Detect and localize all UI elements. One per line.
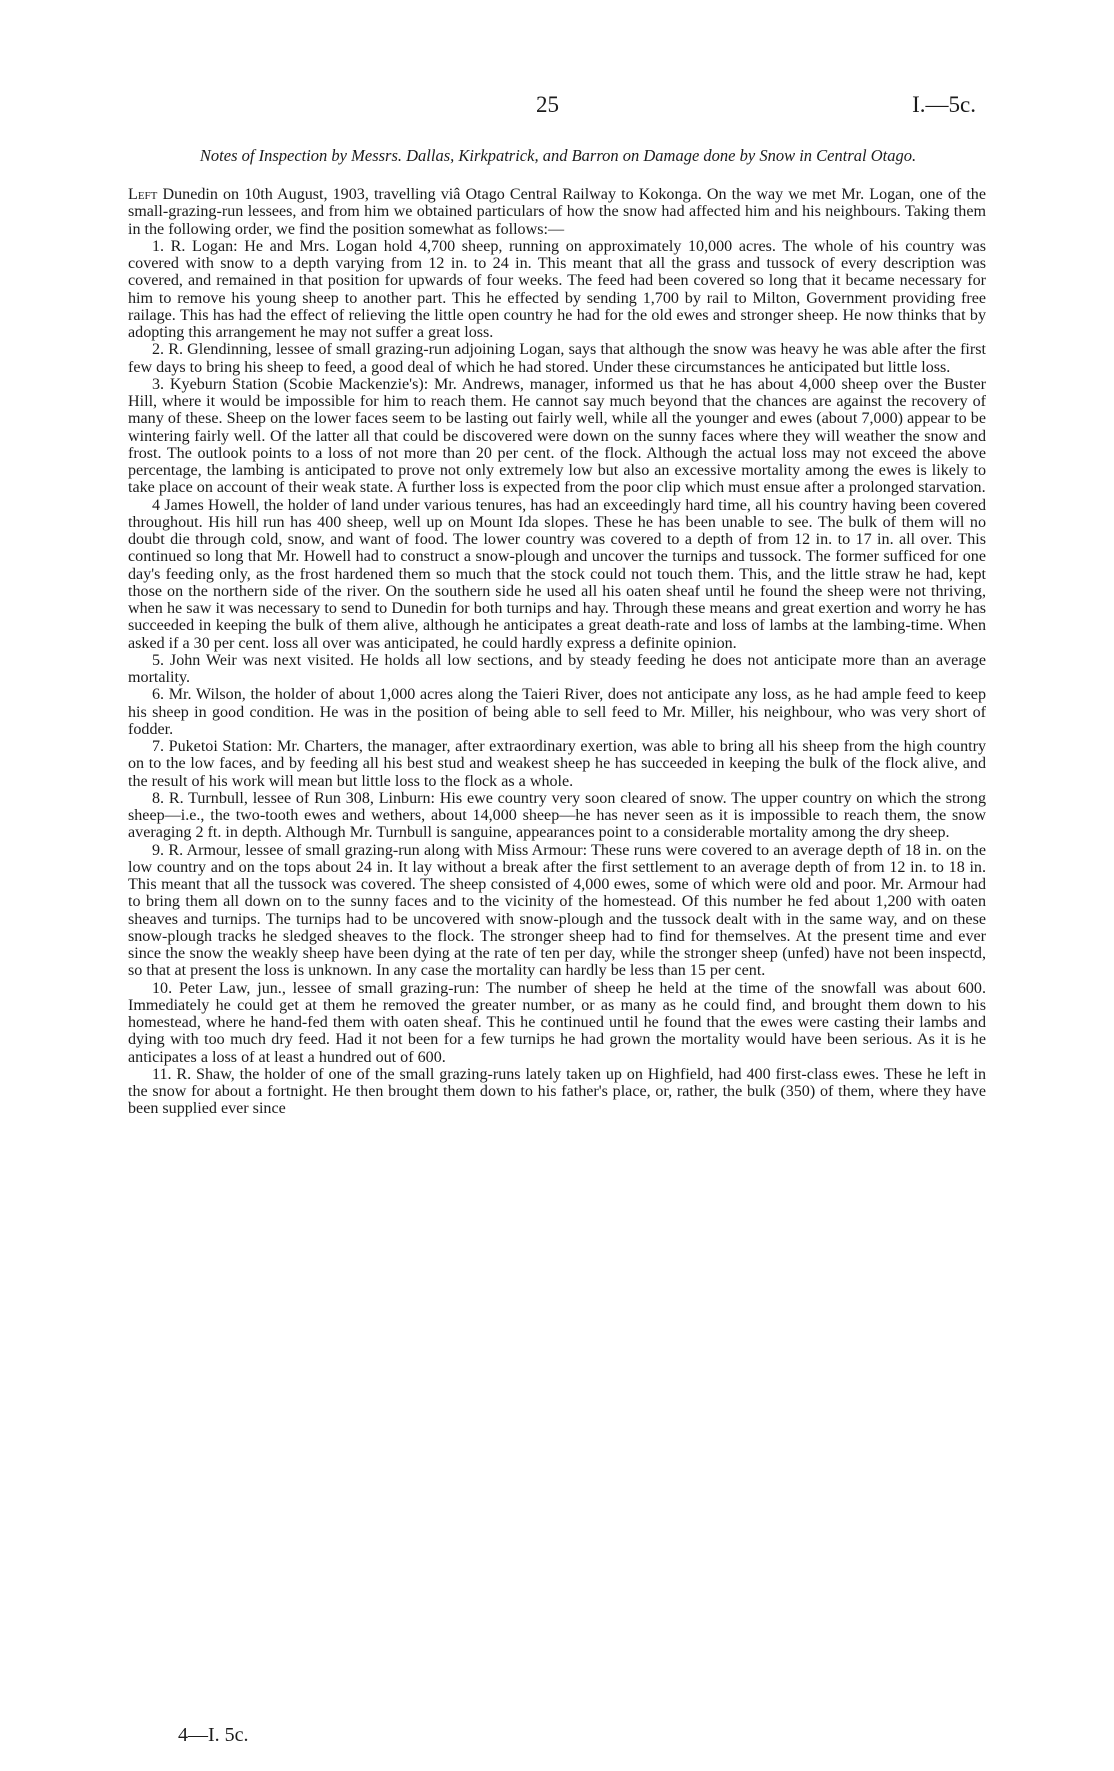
page-code: I.—5c. — [912, 92, 976, 117]
signature-code: 4—I. 5c. — [178, 1724, 249, 1746]
page-header — [0, 92, 1114, 126]
paragraph-turnbull: 8. R. Turnbull, lessee of Run 308, Linburn: His ewe country very soon cleared of snow. The upper country on which the strong sheep—i.e., the two-tooth ewes and wethers, about 14,000 sheep—he has never seen as it is impossible to reach them, the snow averaging 2 ft. in depth. Although Mr. Turnbull is sanguine, appearances point to a considerable mortality among the dry sheep. — [128, 789, 986, 842]
paragraph-wilson: 6. Mr. Wilson, the holder of about 1,000 acres along the Taieri River, does not anticipate any loss, as he had ample feed to keep his sheep in good condition. He was in the position of being able to sell feed to Mr. Miller, his neighbour, who was very short of fodder. — [128, 686, 986, 738]
paragraph-law: 10. Peter Law, jun., lessee of small grazing-run: The number of sheep he held at the time of the snowfall was about 600. Immediately he could get at them he removed the greater number, or as many as he could find, and brought them down to his homestead, where he hand-fed them with oaten sheaf. This he continued until he found that the ewes were casting their lambs and dying with too much dry feed. Had it not been for a few turnips he had grown the mortality would have been serious. As it is he anticipates a loss of at least a hundred out of 600. — [128, 979, 986, 1066]
intro-lead-word: Left — [128, 186, 158, 203]
paragraph-armour: 9. R. Armour, lessee of small grazing-run along with Miss Armour: These runs were covered to an average depth of 18 in. on the low country and on the tops about 24 in. It lay without a break after the first settlement to an average depth of from 12 in. to 18 in. This meant that all the tussock was covered. The sheep consisted of 4,000 ewes, some of which were old and poor. Mr. Armour had to bring them all down on to the sunny faces and to the vicinity of the homestead. Of this number he fed about 1,200 with oaten sheaves and turnips. The turnips had to be uncovered with snow-plough and the tussock dealt with in the same way, and on these snow-plough tracks he sledged sheaves to the flock. The stronger sheep had to find for themselves. At the present time and ever since the snow the weakly sheep have been dying at the rate of ten per day, while the stronger sheep (unfed) have not been inspectd, so that at present the loss is unknown. In any case the mortality can hardly be less than 15 per cent. — [128, 841, 986, 980]
paragraph-howell: 4 James Howell, the holder of land under various tenures, has had an exceedingly hard time, all his country having been covered throughout. His hill run has 400 sheep, well up on Mount Ida slopes. These he has been unable to see. The bulk of them will no doubt die through cold, snow, and want of food. The lower country was covered to a depth of from 12 in. to 17 in. all over. This continued so long that Mr. Howell had to construct a snow-plough and uncover the turnips and tussock. The former sufficed for one day's feeding only, as the frost hardened them so much that the stock could not touch them. This, and the little straw he had, kept those on the northern side of the river. On the southern side he used all his oaten sheaf until he found the sheep were not thriving, when he saw it was necessary to send to Dunedin for both turnips and hay. Through these means and great exertion and worry he has succeeded in keeping the bulk of them alive, although he anticipates a great death-rate and loss of lambs at the lambing-time. When asked if a 30 per cent. loss all over was anticipated, he could hardly express a definite opinion. — [128, 496, 986, 652]
paragraph-puketoi: 7. Puketoi Station: Mr. Charters, the manager, after extraordinary exertion, was able to bring all his sheep from the high country on to the low faces, and by feeding all his best stud and weakest sheep he has succeeded in keeping the bulk of the flock alive, and the result of his work will mean but little loss to the flock as a whole. — [128, 738, 986, 790]
paragraph-logan: 1. R. Logan: He and Mrs. Logan hold 4,700 sheep, running on approximately 10,000 acres. The whole of his country was covered with snow to a depth varying from 12 in. to 24 in. This meant that all the grass and tussock of every description was covered, and remained in that position for upwards of four weeks. The feed had been covered so long that it became necessary for him to remove his young sheep to another part. This he effected by sending 1,700 by rail to Milton, Government providing free railage. This has had the effect of relieving the little open country he had for the old ewes and stronger sheep. He now thinks that by adopting this arrangement he may not suffer a great loss. — [128, 237, 986, 341]
paragraph-weir: 5. John Weir was next visited. He holds all low sections, and by steady feeding he does not anticipate more than an average mortality. — [128, 651, 986, 686]
page-number: 25 — [536, 92, 559, 117]
paragraph-shaw: 11. R. Shaw, the holder of one of the small grazing-runs lately taken up on Highfield, had 400 first-class ewes. These he left in the snow for about a fortnight. He then brought them down to his father's place, or, rather, the bulk (350) of them, where they have been supplied ever since — [128, 1065, 986, 1118]
document-title: Notes of Inspection by Messrs. Dallas, Kirkpatrick, and Barron on Damage done by Snow in Central Otago. — [199, 146, 917, 165]
paragraph-kyeburn: 3. Kyeburn Station (Scobie Mackenzie's): Mr. Andrews, manager, informed us that he has about 4,000 sheep over the Buster Hill, where it would be impossible for him to reach them. He cannot say much beyond that the chances are against the recovery of many of these. Sheep on the lower faces seem to be lasting out fairly well, while all the younger and ewes (about 7,000) appear to be wintering fairly well. Of the latter all that could be discovered were down on the sunny faces where they will weather the snow and frost. The outlook points to a loss of not more than 20 per cent. of the flock. Although the actual loss may not exceed the above percentage, the lambing is anticipated to prove not only extremely low but also an excessive mortality among the ewes is likely to take place on account of their weak state. A further loss is expected from the poor clip which must ensue after a prolonged starvation. — [128, 375, 986, 497]
document-body — [128, 186, 986, 1118]
intro-text: Dunedin on 10th August, 1903, travelling viâ Otago Central Railway to Kokonga. On the way we met Mr. Logan, one of the small-grazing-run lessees, and from him we obtained particulars of how the snow had affected him and his neighbours. Taking them in the following order, we find the position somewhat as follows:— — [128, 186, 986, 238]
intro-paragraph — [128, 186, 986, 238]
paragraph-glendinning: 2. R. Glendinning, lessee of small grazing-run adjoining Logan, says that although the snow was heavy he was able after the first few days to bring his sheep to feed, a good deal of which he had stored. Under these circumstances he anticipated but little loss. — [128, 341, 986, 376]
